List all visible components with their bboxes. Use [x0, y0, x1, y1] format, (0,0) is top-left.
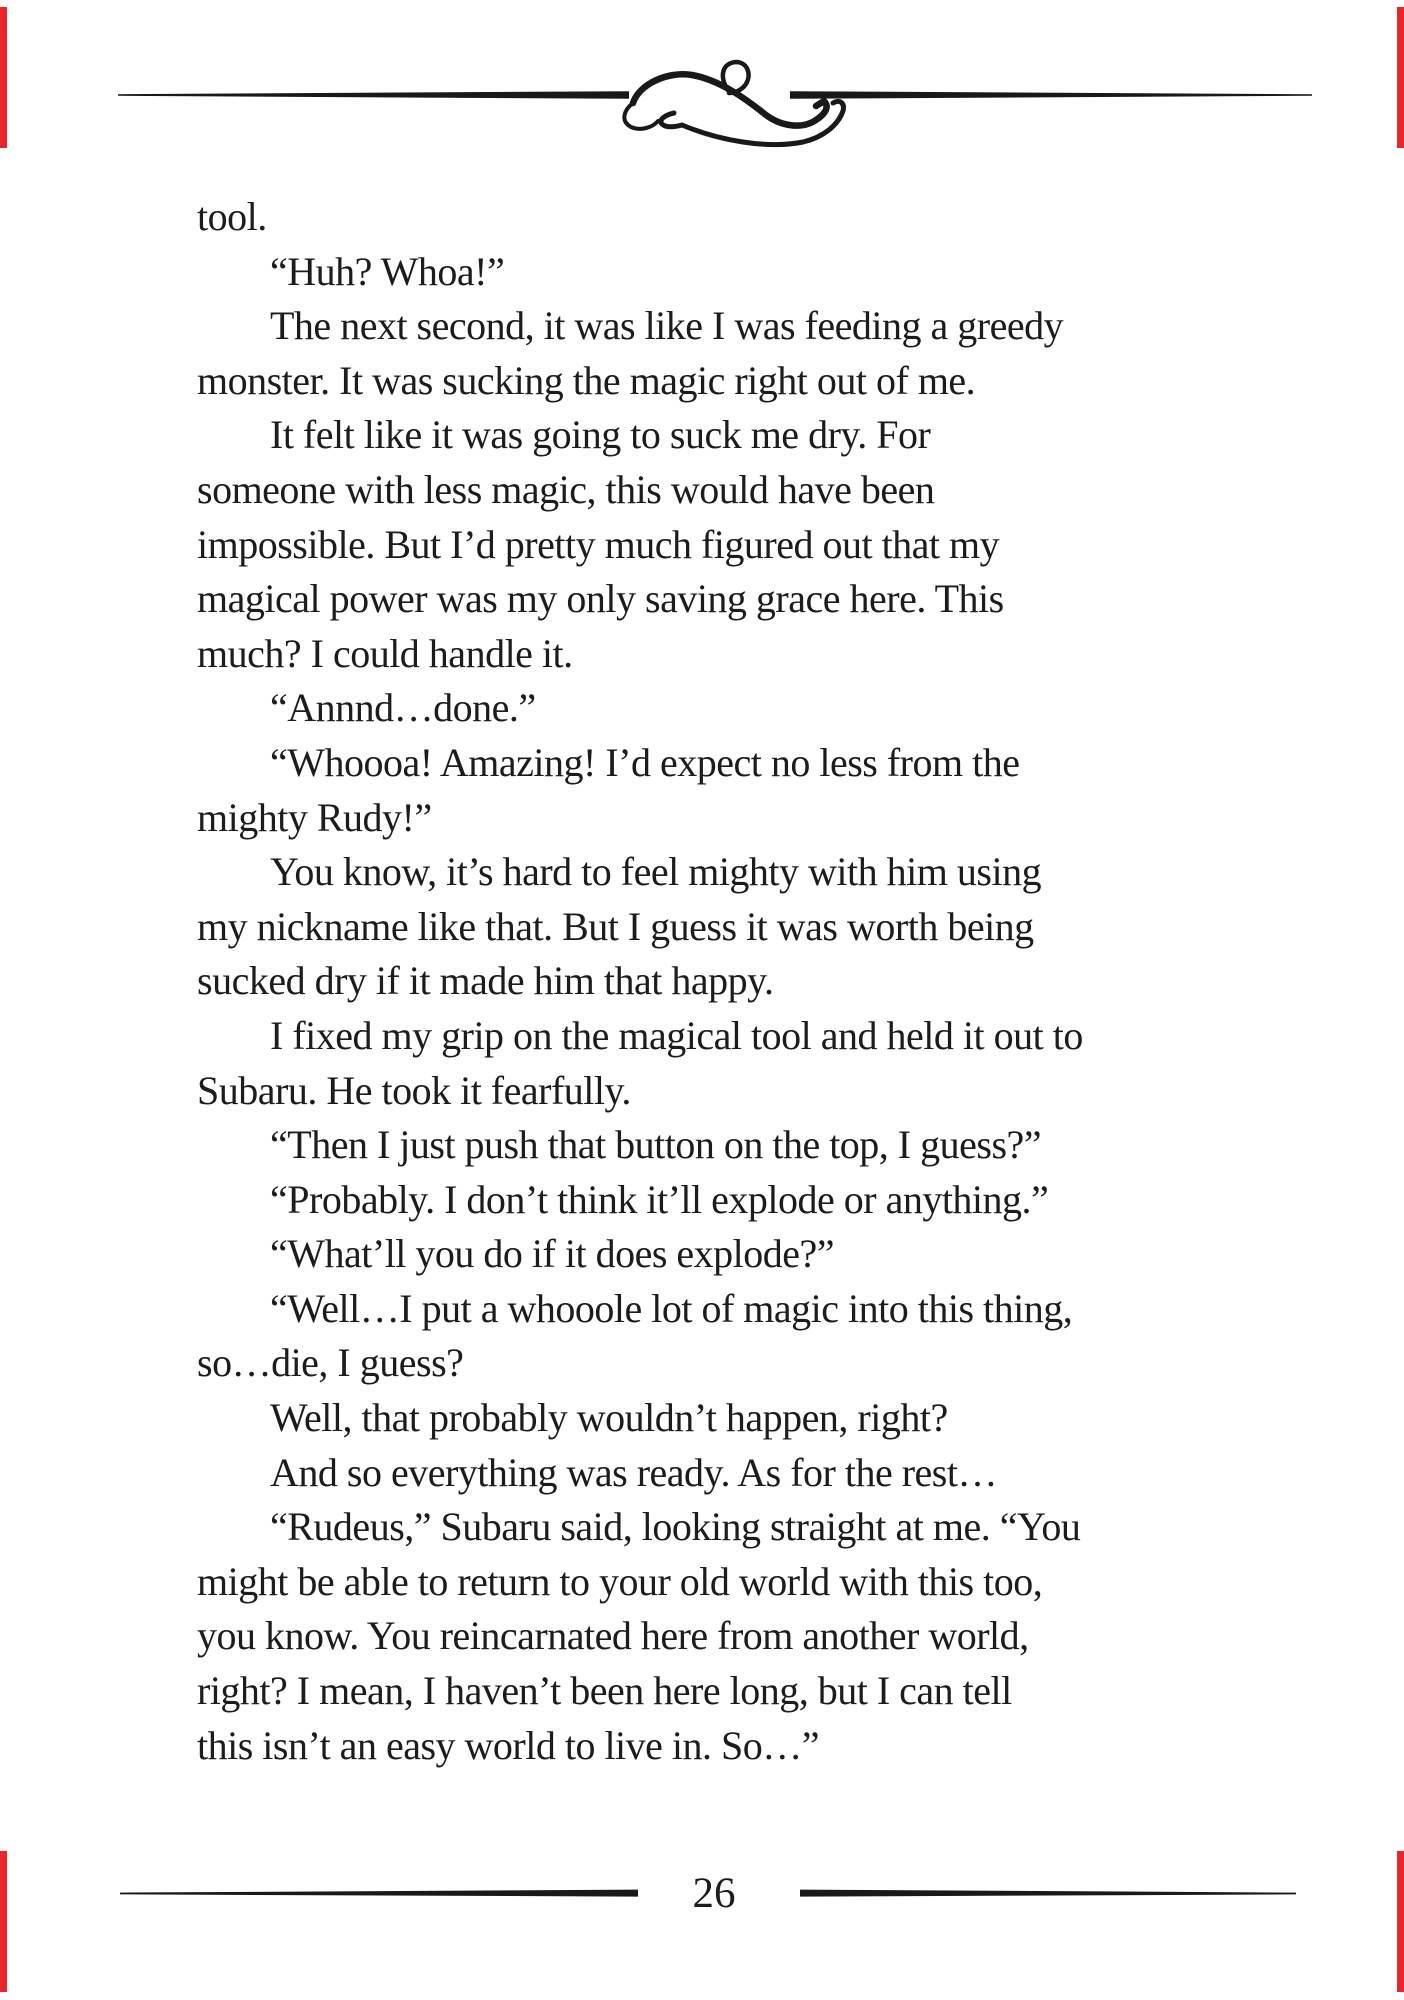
text-line: someone with less magic, this would have been	[197, 466, 935, 512]
text-line: “Then I just push that button on the top, I guess?”	[270, 1122, 1042, 1168]
text-line: “Rudeus,” Subaru said, looking straight at me. “You	[270, 1504, 1081, 1550]
header-rule-right	[790, 91, 1312, 99]
text-line: And so everything was ready. As for the rest…	[270, 1449, 997, 1495]
page-edge-marker-top-left	[0, 7, 7, 148]
text-line: I fixed my grip on the magical tool and held it out to	[270, 1012, 1083, 1058]
page-edge-marker-bottom-left	[0, 1851, 7, 1992]
text-line: “Huh? Whoa!”	[270, 248, 505, 294]
text-line: It felt like it was going to suck me dry. For	[270, 412, 931, 458]
text-line: magical power was my only saving grace here. This	[197, 576, 1004, 622]
text-line: “What’ll you do if it does explode?”	[270, 1231, 835, 1277]
header-rule-left	[118, 91, 629, 99]
text-line: much? I could handle it.	[197, 630, 573, 676]
page-edge-marker-top-right	[1397, 7, 1404, 148]
text-line: this isn’t an easy world to live in. So…”	[197, 1722, 820, 1768]
page-number: 26	[692, 1870, 736, 1917]
text-line: tool.	[197, 194, 267, 239]
text-line: so…die, I guess?	[197, 1340, 464, 1386]
text-line: impossible. But I’d pretty much figured out that my	[197, 521, 1000, 567]
text-line: “Well…I put a whooole lot of magic into this thing,	[270, 1285, 1073, 1331]
text-line: You know, it’s hard to feel mighty with him using	[270, 849, 1042, 895]
text-line: “Probably. I don’t think it’ll explode or anything.”	[270, 1176, 1049, 1222]
text-line: might be able to return to your old world with this too,	[197, 1558, 1043, 1604]
text-line: “Annnd…done.”	[270, 685, 536, 731]
header-divider-ornament	[100, 30, 1304, 170]
text-line: mighty Rudy!”	[197, 794, 432, 840]
text-line: monster. It was sucking the magic right out of me.	[197, 357, 976, 403]
text-line: sucked dry if it made him that happy.	[197, 958, 774, 1004]
body-text	[197, 190, 1307, 1773]
text-line: The next second, it was like I was feeding a greedy	[270, 303, 1064, 349]
text-line: Well, that probably wouldn’t happen, right?	[270, 1395, 948, 1441]
text-line: you know. You reincarnated here from another world,	[197, 1613, 1029, 1659]
text-line: my nickname like that. But I guess it was worth being	[197, 903, 1034, 949]
flourish-icon	[624, 62, 843, 145]
text-line: right? I mean, I haven’t been here long, but I can tell	[197, 1668, 1012, 1714]
text-line: Subaru. He took it fearfully.	[197, 1067, 631, 1113]
text-line: “Whoooa! Amazing! I’d expect no less from the	[270, 739, 1020, 785]
